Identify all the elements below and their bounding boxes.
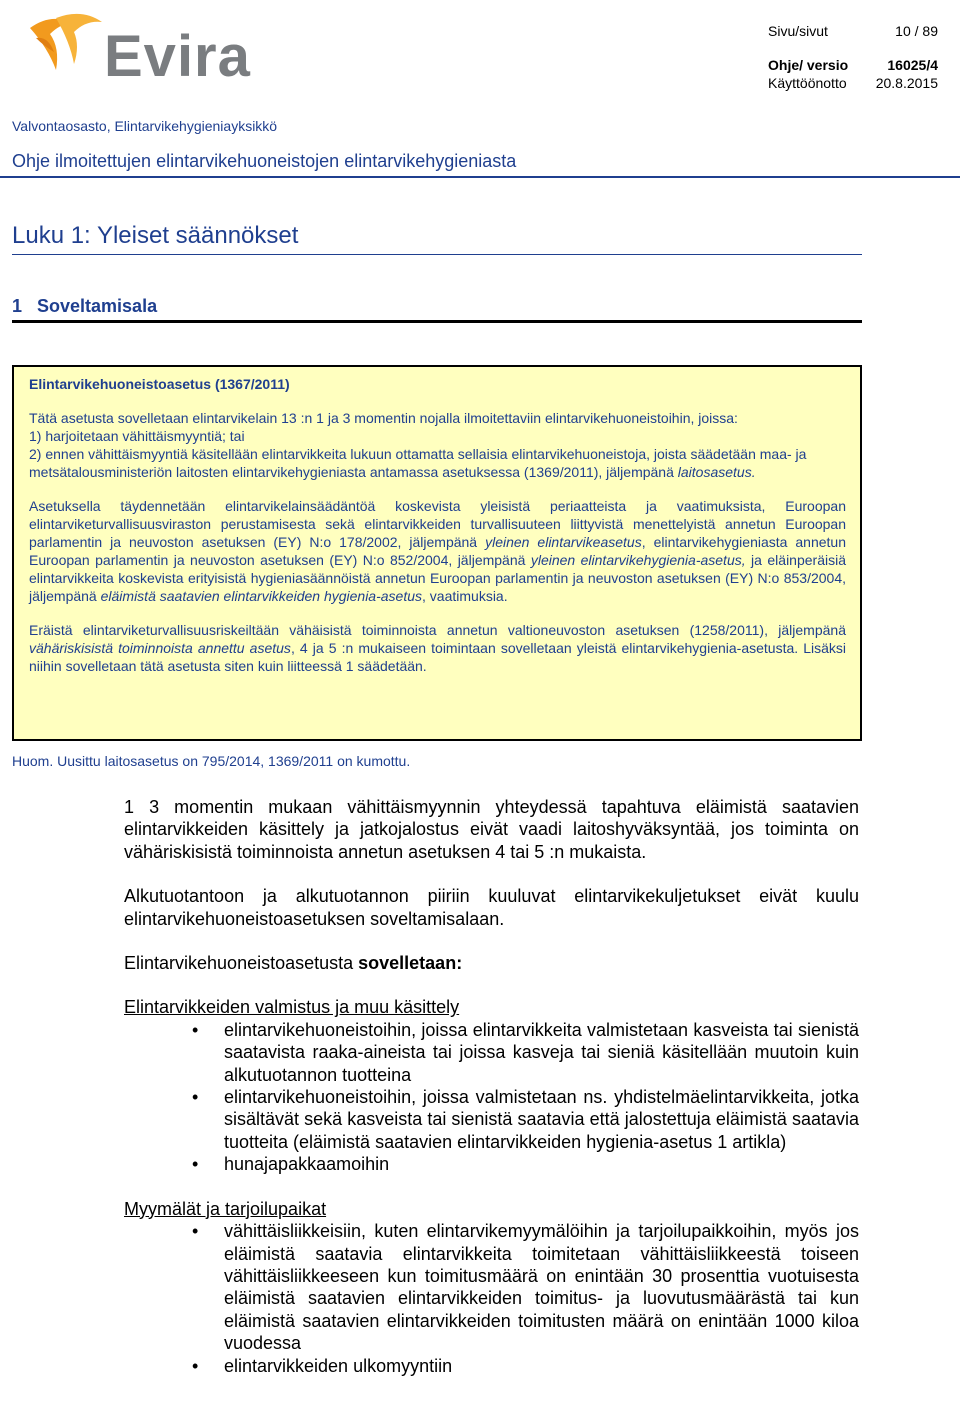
version-row <box>768 56 938 74</box>
box-paragraph-1: Tätä asetusta sovelletaan elintarvikelain 13 :n 1 ja 3 momentin nojalla ilmoitettaviin elintarvikehuoneistoihin, joissa: 1) harjoitetaan vähittäismyyntiä; tai 2) ennen vähittäismyyntiä käsitellään elintarvikkeita lukuun ottamatta sellaisia elintarvikehuoneistoja, joista säädetään maa- ja metsätalousministeriön laitosten elintarvikehygieniasta antamassa asetuksessa (1369/2011), jäljempänä laitosasetus. <box>29 410 807 480</box>
intro-row <box>768 74 938 92</box>
list-item: • elintarvikehuoneistoihin, joissa valmistetaan ns. yhdistelmäelintarvikkeita, jotka sisältävät sekä kasveista tai sienistä saatavia että jalostettuja eläimistä saatavia tuotteita (eläimistä saatavien elintarvikkeiden hygienia-asetus 1 artikla) <box>192 1087 859 1152</box>
list-item: • vähittäisliikkeisiin, kuten elintarvikemyymälöihin ja tarjoilupaikkoihin, myös jos eläimistä saatavia elintarvikkeita toimitetaan vähittäisliikkeestä toiseen vähittäisliikkeeseen kun toimitusmäärä on enintään 30 prosenttia vuotuisesta eläimistä saatavien elintarvikkeiden toimitus- ja luovutusmäärästä tai kun eläimistä saatavien elintarvikkeiden toimitusten määrä on enintään 1000 kiloa vuodessa <box>192 1221 859 1354</box>
page-label: Sivu/sivut <box>768 23 828 39</box>
section-divider <box>12 320 862 323</box>
logo-text: Evira <box>104 24 251 89</box>
subheading-processing: Elintarvikkeiden valmistus ja muu käsittely <box>124 997 460 1018</box>
intro-value: 20.8.2015 <box>875 75 938 91</box>
document-title: Ohje ilmoitettujen elintarvikehuoneistojen elintarvikehygieniasta <box>12 151 517 171</box>
list-item: • hunajapakkaamoihin <box>192 1154 390 1175</box>
header-divider <box>0 176 960 178</box>
department-unit: Valvontaosasto, Elintarvikehygieniayksikkö <box>12 118 278 134</box>
page-value: 10 / 89 <box>895 23 938 39</box>
version-value: 16025/4 <box>887 57 938 73</box>
list-item: • elintarvikehuoneistoihin, joissa elintarvikkeita valmistetaan kasveista tai sienistä saatavista raaka-aineista tai joissa kasveja tai sieniä käsitellään muutoin kuin alkutuotannon tuotteina <box>192 1019 859 1085</box>
box-paragraph-3: Eräistä elintarviketurvallisuusriskeiltään vähäisistä toiminnoista annetun valtioneuvoston asetuksen (1258/2011), jäljempänä vähäriskisistä toiminnoista annettu asetus, 4 ja 5 :n mukaiseen toimintaan sovelletaan yleistä elintarvikehygienia-asetusta. Lisäksi niihin sovelletaan tätä asetusta siten kuin liitteessä 1 säädetään. <box>29 622 847 674</box>
body-paragraph-2: Alkutuotantoon ja alkutuotannon piiriin kuuluvat elintarvikekuljetukset eivät kuulu elintarvikehuoneistoasetuksen soveltamisalaan. <box>124 886 859 929</box>
subheading-shops: Myymälät ja tarjoilupaikat <box>124 1198 327 1219</box>
list-item: • elintarvikkeiden ulkomyyntiin <box>192 1355 453 1376</box>
evira-logo <box>22 8 252 89</box>
shops-list <box>124 1220 859 1377</box>
intro-label: Käyttöönotto <box>768 75 847 91</box>
processing-list <box>124 1019 859 1176</box>
body-paragraph-3: Elintarvikehuoneistoasetusta sovelletaan: <box>124 953 463 974</box>
version-label: Ohje/ versio <box>768 57 849 73</box>
page-meta <box>768 22 938 92</box>
legal-text-box <box>12 365 862 741</box>
section-heading: 1 Soveltamisala <box>12 296 158 316</box>
chapter-heading: Luku 1: Yleiset säännökset <box>12 222 299 249</box>
evira-swirl-icon <box>22 8 112 86</box>
box-title: Elintarvikehuoneistoasetus (1367/2011) <box>29 376 290 392</box>
page-number-row <box>768 22 938 40</box>
chapter-divider <box>12 254 862 255</box>
note-text: Huom. Uusittu laitosasetus on 795/2014, 1369/2011 on kumottu. <box>12 753 411 769</box>
body-text <box>124 796 859 1377</box>
box-paragraph-2: Asetuksella täydennetään elintarvikelainsäädäntöä koskevista yleisistä periaatteista ja vaatimuksista, Euroopan elintarviketurvallisuusviraston perustamisesta sekä elintarvikkeiden turvallisuuteen liittyvistä menettelyistä annetun Euroopan parlamentin ja neuvoston asetuksen (EY) N:o 178/2002, jäljempänä yleinen elintarvikeasetus, elintarvikehygieniasta annetun Euroopan parlamentin ja neuvoston asetuksen (EY) N:o 852/2004, jäljempänä yleinen elintarvikehygienia-asetus, ja eläinperäisiä elintarvikkeita koskevista erityisistä hygieniasäännöistä annetun Euroopan parlamentin ja neuvoston asetuksen (EY) N:o 853/2004, jäljempänä eläimistä saatavien elintarvikkeiden hygienia-asetus, vaatimuksia. <box>29 498 847 604</box>
body-paragraph-1: 1 3 momentin mukaan vähittäismyynnin yhteydessä tapahtuva eläimistä saatavien elintarvikkeiden käsittely ja jatkojalostus eivät vaadi laitoshyväksyntää, jos toiminta on vähäriskisistä toiminnoista annetun asetuksen 4 tai 5 :n mukaista. <box>124 797 859 862</box>
